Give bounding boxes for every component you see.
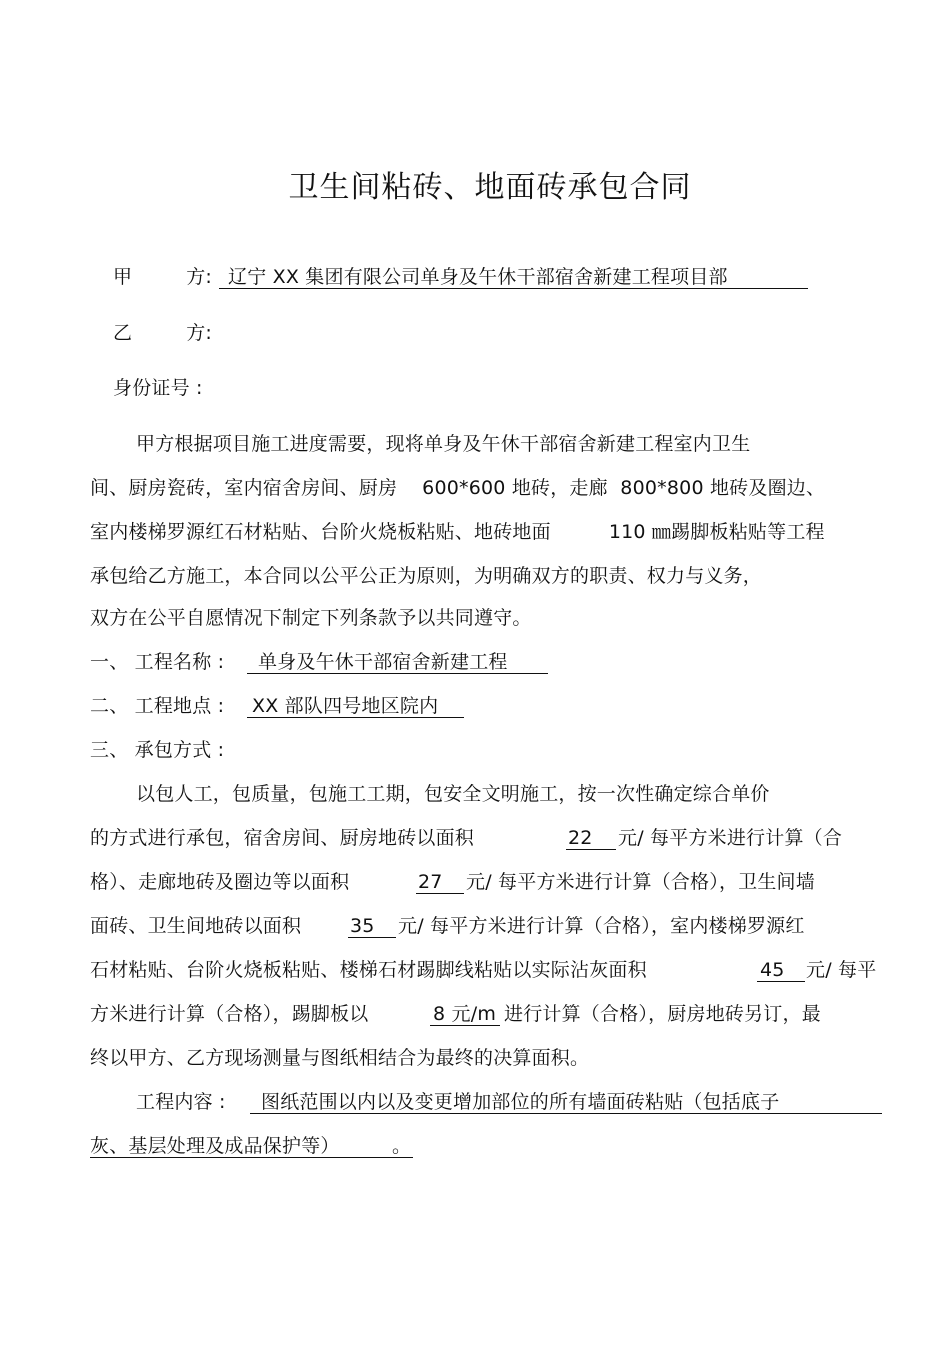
party-a-label [113, 265, 212, 289]
method-line-6: 方米进行计算（合格），踢脚板以 [90, 1003, 369, 1025]
method-line-2: 的方式进行承包，宿舍房间、厨房地砖以面积 [90, 827, 475, 849]
intro-line-1: 甲方根据项目施工进度需要，现将单身及午休干部宿舍新建工程室内卫生 [136, 433, 751, 455]
page-title: 卫生间粘砖、地面砖承包合同 [288, 170, 692, 205]
work-content-end: 。 [392, 1135, 412, 1157]
price-skirting: 8 元/m [433, 1003, 497, 1025]
price-stone: 45 [760, 959, 785, 981]
work-content-value-1: 图纸范围以内以及变更增加部位的所有墙面砖粘贴（包括底子 [261, 1091, 780, 1113]
method-line-2-tail: 元/ 每平方米进行计算（合 [618, 827, 843, 849]
work-content-underline-2 [90, 1157, 413, 1158]
method-line-6-tail: 进行计算（合格），厨房地砖另订，最 [504, 1003, 821, 1025]
price-skirting-underline [430, 1025, 500, 1026]
method-line-7: 终以甲方、乙方现场测量与图纸相结合为最终的决算面积。 [90, 1047, 590, 1069]
method-line-3-tail: 元/ 每平方米进行计算（合格），卫生间墙 [466, 871, 815, 893]
price-bathroom: 35 [350, 915, 375, 937]
intro-line-2: 间、厨房瓷砖，室内宿舍房间、厨房 600*600 地砖，走廊 800*800 地砖及圈边、 [90, 477, 826, 499]
party-b-label-char1: 乙 [113, 322, 133, 344]
section-2-value: XX 部队四号地区院内 [252, 695, 439, 717]
price-room-kitchen: 22 [568, 827, 593, 849]
intro-line-4: 承包给乙方施工，本合同以公平公正为原则，为明确双方的职责、权力与义务， [90, 565, 763, 587]
party-a-underline [219, 288, 808, 289]
price-room-kitchen-underline [566, 849, 616, 850]
section-1-value: 单身及午休干部宿舍新建工程 [258, 651, 508, 673]
intro-line-3 [90, 520, 825, 544]
section-1-underline [247, 673, 548, 674]
section-3-label: 三、 承包方式 : [90, 739, 225, 761]
method-line-4-tail: 元/ 每平方米进行计算（合格），室内楼梯罗源红 [398, 915, 805, 937]
price-bathroom-underline [348, 937, 396, 938]
intro-line-3b: 110 ㎜踢脚板粘贴等工程 [608, 521, 825, 543]
work-content-value-2: 灰、基层处理及成品保护等） [90, 1135, 340, 1157]
section-2-underline [247, 717, 464, 718]
party-a-label-char2: 方: [186, 266, 213, 288]
party-a-label-char1: 甲 [113, 266, 133, 288]
method-line-5-tail: 元/ 每平 [806, 959, 877, 981]
price-corridor: 27 [418, 871, 443, 893]
method-line-1: 以包人工，包质量，包施工工期，包安全文明施工，按一次性确定综合单价 [136, 783, 770, 805]
intro-line-5: 双方在公平自愿情况下制定下列条款予以共同遵守。 [90, 607, 532, 629]
id-number-label: 身份证号 : [113, 377, 203, 399]
method-line-3: 格）、走廊地砖及圈边等以面积 [90, 871, 350, 893]
intro-line-3a: 室内楼梯罗源红石材粘贴、台阶火烧板粘贴、地砖地面 [90, 521, 551, 543]
section-1-label: 一、 工程名称 : [90, 651, 225, 673]
method-line-5: 石材粘贴、台阶火烧板粘贴、楼梯石材踢脚线粘贴以实际沾灰面积 [90, 959, 647, 981]
price-corridor-underline [416, 893, 464, 894]
section-2-label: 二、 工程地点 : [90, 695, 225, 717]
method-line-4: 面砖、卫生间地砖以面积 [90, 915, 302, 937]
work-content-label: 工程内容 : [136, 1091, 226, 1113]
price-stone-underline [757, 981, 805, 982]
party-b-label [113, 321, 212, 345]
party-b-label-char2: 方: [186, 322, 213, 344]
work-content-underline-1 [250, 1113, 882, 1114]
party-a-value: 辽宁 XX 集团有限公司单身及午休干部宿舍新建工程项目部 [228, 266, 728, 288]
